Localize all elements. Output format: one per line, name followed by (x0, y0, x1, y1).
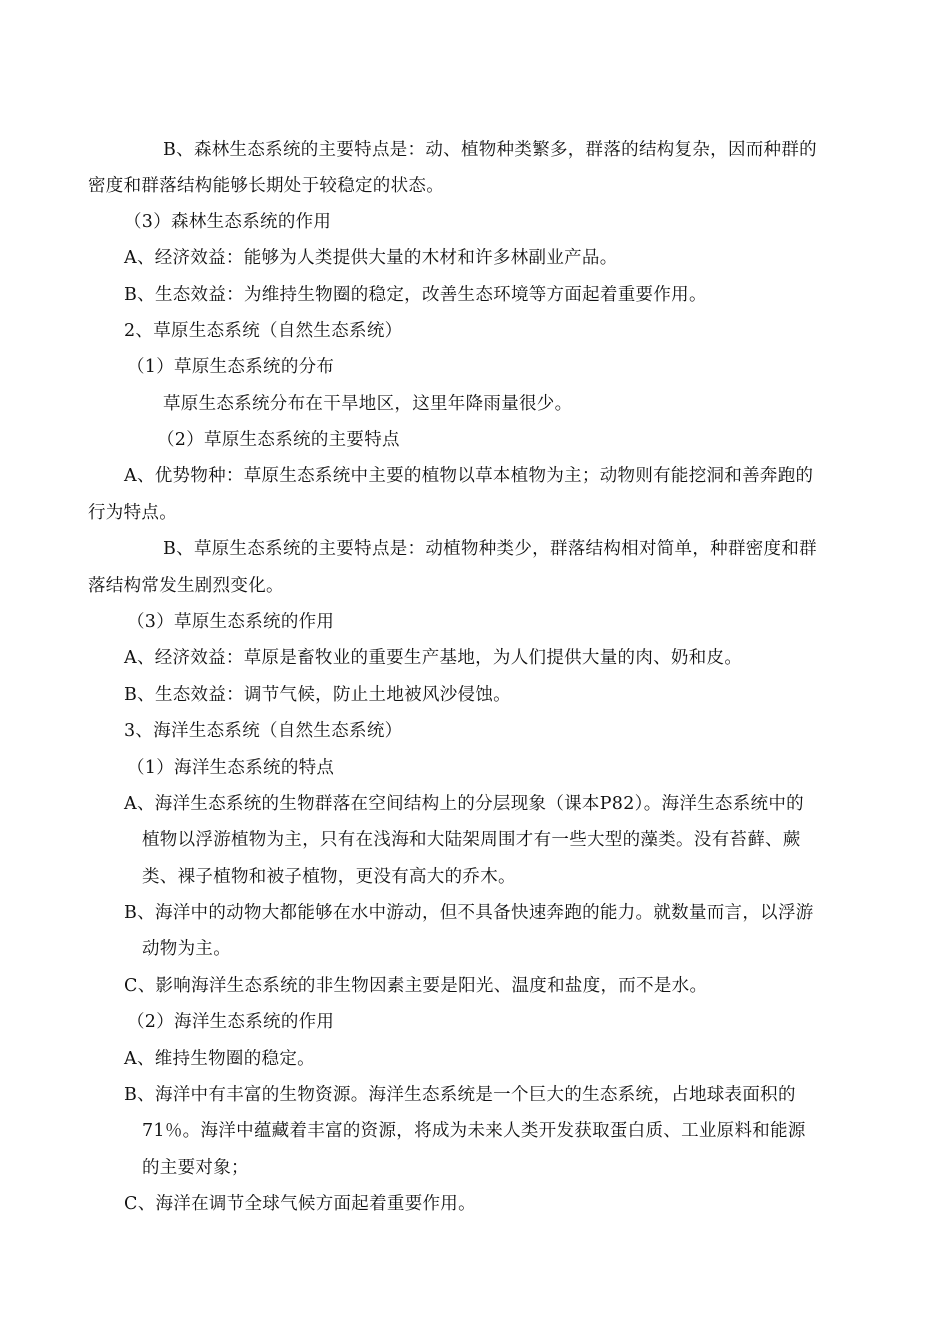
text-line: B、海洋中有丰富的生物资源。海洋生态系统是一个巨大的生态系统，占地球表面积的 (124, 1085, 796, 1105)
text-line: 71％。海洋中蕴藏着丰富的资源，将成为未来人类开发获取蛋白质、工业原料和能源 (142, 1121, 806, 1141)
text-line: B、海洋中的动物大都能够在水中游动，但不具备快速奔跑的能力。就数量而言，以浮游 (124, 903, 814, 923)
section-heading: （3）森林生态系统的作用 (124, 212, 332, 232)
section-heading: （1）草原生态系统的分布 (127, 357, 335, 377)
text-line: A、维持生物圈的稳定。 (124, 1049, 315, 1069)
text-line: B、草原生态系统的主要特点是：动植物种类少，群落结构相对简单，种群密度和群 (163, 539, 817, 559)
text-line: A、经济效益：能够为人类提供大量的木材和许多林副业产品。 (124, 248, 618, 268)
text-line: 草原生态系统分布在干旱地区，这里年降雨量很少。 (163, 394, 573, 414)
text-line: 类、裸子植物和被子植物，更没有高大的乔木。 (142, 867, 516, 887)
section-heading: （2）海洋生态系统的作用 (127, 1012, 335, 1032)
text-line: A、海洋生态系统的生物群落在空间结构上的分层现象（课本P82）。海洋生态系统中的 (124, 794, 804, 814)
text-line: B、生态效益：为维持生物圈的稳定，改善生态环境等方面起着重要作用。 (124, 285, 707, 305)
text-line: B、生态效益：调节气候，防止土地被风沙侵蚀。 (124, 685, 511, 705)
text-line: 植物以浮游植物为主，只有在浅海和大陆架周围才有一些大型的藻类。没有苔藓、蕨 (142, 830, 801, 850)
text-line: C、海洋在调节全球气候方面起着重要作用。 (124, 1194, 476, 1214)
section-heading: （2）草原生态系统的主要特点 (157, 430, 400, 450)
text-line: 密度和群落结构能够长期处于较稳定的状态。 (88, 176, 444, 196)
text-line: C、影响海洋生态系统的非生物因素主要是阳光、温度和盐度，而不是水。 (124, 976, 708, 996)
text-line: 落结构常发生剧烈变化。 (88, 576, 284, 596)
text-line: 的主要对象； (142, 1158, 249, 1178)
text-line: A、经济效益：草原是畜牧业的重要生产基地，为人们提供大量的肉、奶和皮。 (124, 648, 743, 668)
text-line: 动物为主。 (142, 939, 231, 959)
text-line: B、森林生态系统的主要特点是：动、植物种类繁多，群落的结构复杂，因而种群的 (163, 140, 817, 160)
section-heading: （1）海洋生态系统的特点 (127, 758, 335, 778)
text-line: A、优势物种：草原生态系统中主要的植物以草本植物为主；动物则有能挖洞和善奔跑的 (124, 466, 814, 486)
text-line: 行为特点。 (88, 503, 177, 523)
section-heading: 3、海洋生态系统（自然生态系统） (124, 721, 403, 741)
section-heading: 2、草原生态系统（自然生态系统） (124, 321, 403, 341)
section-heading: （3）草原生态系统的作用 (127, 612, 335, 632)
